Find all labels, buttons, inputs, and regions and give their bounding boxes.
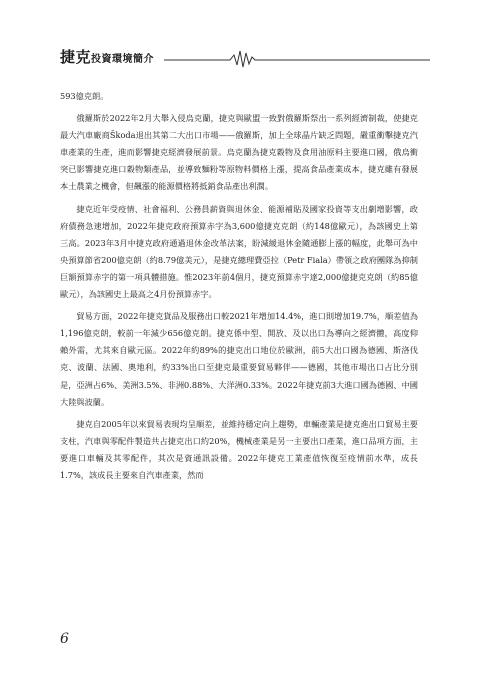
- header-title-country: 捷克: [60, 48, 92, 66]
- body-text: [60, 88, 418, 484]
- header-title-subtitle: 投資環境簡介: [91, 54, 155, 65]
- paragraph: 捷克近年受疫情、社會福利、公務員薪資與退休金、能源補貼及國家投資等支出劇增影響，政府債務急速增加，2022年捷克政府預算赤字為3,600億捷克克朗（約148億歐元），為該國史上第三高。2023年3月中捷克政府通過退休金改革法案，盼減緩退休金隨通膨上漲的幅度，此舉可為中央預算節省200億克朗（約8.79億美元），是捷克總理費亞拉（Petr Fiala）帶領之政府團隊為抑制巨額預算赤字的第一項具體措施。惟2023年前4個月，捷克預算赤字達2,000億捷克克朗（約85億歐元），為該國史上最高之4月份預算赤字。: [60, 203, 418, 300]
- header-pulse-line: [60, 46, 430, 70]
- page-number: 6: [60, 631, 69, 647]
- header-pulse-polyline: [164, 51, 430, 67]
- paragraph: 俄羅斯於2022年2月大舉入侵烏克蘭，捷克與歐盟一致對俄羅斯祭出一系列經濟制裁，使捷克最大汽車廠商Škoda退出其第二大出口市場——俄羅斯，加上全球晶片缺乏問題，嚴重衝擊捷克汽車產業的生產，進而影響捷克經濟發展前景。烏克蘭為捷克穀物及食用油原料主要進口國，俄烏衝突已影響捷克進口穀物類產品，並導致麵粉等原物料價格上漲，提高食品產業成本，捷克雖有發展本土農業之機會，但飆漲的能源價格將抵銷食品產出利潤。: [60, 113, 418, 192]
- running-header: [60, 46, 430, 70]
- paragraph-continuation: 593億克朗。: [60, 91, 109, 101]
- paragraph: 貿易方面，2022年捷克貨品及服務出口較2021年增加14.4%，進口則增加19.7%，順差值為1,196億克朗，較前一年減少656億克朗。捷克係中型、開放、及以出口為導向之經濟體，高度仰賴外需，尤其來自歐元區。2022年約89%的捷克出口地位於歐洲，前5大出口國為德國、斯洛伐克、波蘭、法國、奧地利，約33%出口至捷克最重要貿易夥伴——德國，其他市場出口占比分別是，亞洲占6%、美洲3.5%、非洲0.88%、大洋洲0.33%。2022年捷克前3大進口國為德國、中國大陸與波蘭。: [60, 311, 418, 407]
- paragraph: 捷克自2005年以來貿易表現均呈順差，並維持穩定向上趨勢，車輛產業是捷克進出口貿易主要支柱，汽車與零配件製造共占捷克出口約20%，機械產業是另一主要出口產業，進口品項方面，主要進口車輛及其零配件，其次是資通訊設備。2022年捷克工業產值恢復至疫情前水準，成長1.7%，該成長主要來自汽車產業，然而: [60, 418, 418, 480]
